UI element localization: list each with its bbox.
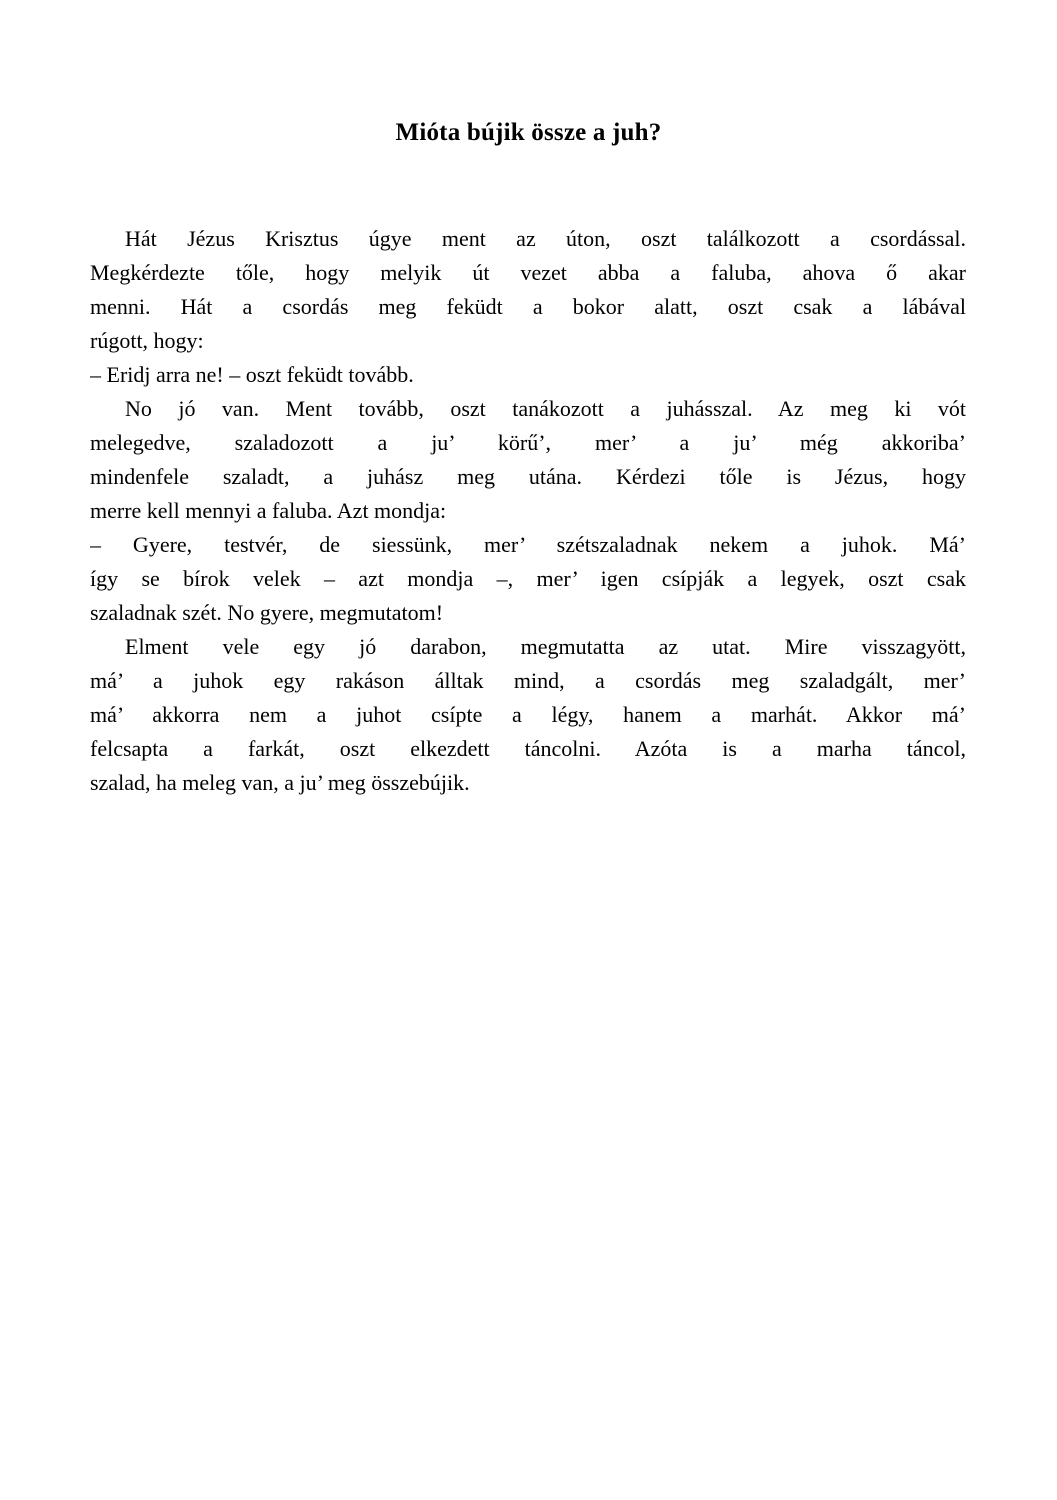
- story-line: így se bírok velek – azt mondja –, mer’ igen csípják a legyek, oszt csak: [90, 566, 966, 591]
- story-line: szaladnak szét. No gyere, megmutatom!: [90, 600, 444, 625]
- story-line: menni. Hát a csordás meg feküdt a bokor alatt, oszt csak a lábával: [90, 294, 966, 319]
- page-title: Mióta bújik össze a juh?: [395, 119, 662, 146]
- story-line: – Gyere, testvér, de siessünk, mer’ szétszaladnak nekem a juhok. Má’: [90, 532, 966, 557]
- story-line: melegedve, szaladozott a ju’ körű’, mer’ a ju’ még akkoriba’: [90, 430, 966, 455]
- story-line: szalad, ha meleg van, a ju’ meg összebújik.: [90, 770, 470, 795]
- story-line: Megkérdezte tőle, hogy melyik út vezet abba a faluba, ahova ő akar: [90, 260, 966, 285]
- story-line: má’ akkorra nem a juhot csípte a légy, hanem a marhát. Akkor má’: [90, 702, 966, 727]
- story-line: Elment vele egy jó darabon, megmutatta az utat. Mire visszagyött,: [125, 634, 966, 659]
- story-line: má’ a juhok egy rakáson álltak mind, a csordás meg szaladgált, mer’: [90, 668, 966, 693]
- story-line: No jó van. Ment tovább, oszt tanákozott a juhásszal. Az meg ki vót: [125, 396, 966, 421]
- story-text: [90, 222, 966, 800]
- story-line: merre kell mennyi a faluba. Azt mondja:: [90, 498, 447, 523]
- story-line: mindenfele szaladt, a juhász meg utána. Kérdezi tőle is Jézus, hogy: [90, 464, 966, 489]
- story-line: Hát Jézus Krisztus úgye ment az úton, oszt találkozott a csordással.: [125, 226, 966, 251]
- story-line: felcsapta a farkát, oszt elkezdett táncolni. Azóta is a marha táncol,: [90, 736, 966, 761]
- story-line: – Eridj arra ne! – oszt feküdt tovább.: [90, 362, 414, 387]
- story-line: rúgott, hogy:: [90, 328, 204, 353]
